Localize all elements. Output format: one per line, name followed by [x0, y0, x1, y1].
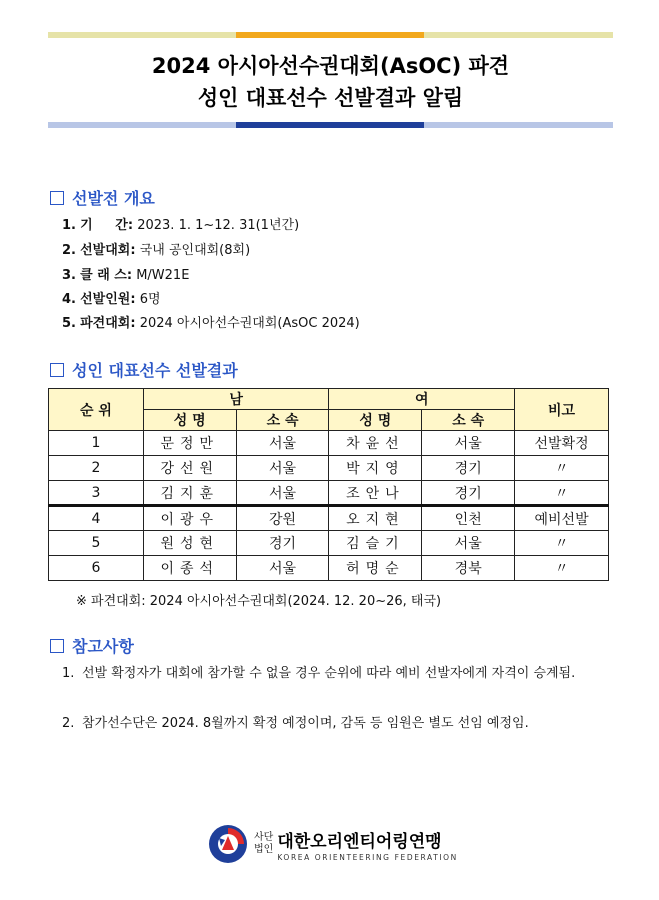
- header-male-name: 성 명: [143, 410, 236, 431]
- bottom-decor-accent: [236, 122, 424, 128]
- cell-female-affil: 경북: [422, 556, 515, 581]
- cell-male-affil: 강원: [236, 506, 329, 531]
- table-row: [49, 531, 609, 556]
- overview-item-num: 3.: [62, 268, 76, 283]
- reference-item: [62, 662, 614, 686]
- overview-item: [62, 239, 250, 258]
- square-bullet-icon: [50, 191, 64, 205]
- logo-org-name: 대한오리엔티어링연맹: [277, 831, 442, 852]
- overview-item: [62, 264, 189, 283]
- header-female-name: 성 명: [329, 410, 422, 431]
- bottom-decor-bar: [48, 122, 613, 128]
- cell-rank: 3: [49, 481, 144, 506]
- reference-heading: [48, 634, 134, 657]
- cell-female-affil: 서울: [422, 531, 515, 556]
- title-line-1: 2024 아시아선수권대회(AsOC) 파견: [151, 54, 510, 78]
- top-decor-bar: [48, 32, 613, 38]
- cell-female-affil: 경기: [422, 481, 515, 506]
- cell-female-affil: 경기: [422, 456, 515, 481]
- reference-item-text: 참가선수단은 2024. 8월까지 확정 예정이며, 감독 등 임원은 별도 선임 예정임.: [82, 716, 529, 731]
- cell-remark: 〃: [515, 531, 609, 556]
- reference-item-num: 1.: [62, 666, 75, 681]
- cell-female-name: 김슬기: [329, 531, 422, 556]
- cell-remark: 〃: [515, 556, 609, 581]
- header-female-affil: 소 속: [422, 410, 515, 431]
- overview-item-value: 2024 아시아선수권대회(AsOC 2024): [139, 316, 360, 331]
- cell-rank: 5: [49, 531, 144, 556]
- table-row: [49, 456, 609, 481]
- reference-item: [62, 712, 614, 736]
- reference-item-num: 2.: [62, 716, 75, 731]
- federation-emblem-icon: [208, 824, 248, 864]
- cell-male-affil: 서울: [236, 481, 329, 506]
- top-decor-accent: [236, 32, 424, 38]
- cell-male-name: 강선원: [143, 456, 236, 481]
- overview-heading: [48, 186, 155, 209]
- cell-male-affil: 서울: [236, 556, 329, 581]
- logo-prefix-2: 법인: [254, 844, 274, 855]
- overview-item-label: 기 간:: [80, 218, 134, 233]
- cell-male-name: 김지훈: [143, 481, 236, 506]
- logo-org-name-en: KOREA ORIENTEERING FEDERATION: [277, 852, 458, 862]
- table-row: [49, 506, 609, 531]
- cell-female-name: 조안나: [329, 481, 422, 506]
- overview-item-value: 2023. 1. 1~12. 31(1년간): [137, 218, 300, 233]
- federation-logo: [208, 824, 458, 864]
- cell-rank: 4: [49, 506, 144, 531]
- overview-item-num: 4.: [62, 292, 76, 307]
- cell-female-name: 허명순: [329, 556, 422, 581]
- title-line-2: 성인 대표선수 선발결과 알림: [197, 86, 464, 110]
- results-heading: [48, 358, 238, 381]
- overview-item-label: 선발인원:: [80, 292, 136, 307]
- cell-remark: 예비선발: [515, 506, 609, 531]
- overview-item: [62, 312, 360, 331]
- cell-male-name: 이광우: [143, 506, 236, 531]
- cell-female-affil: 서울: [422, 431, 515, 456]
- logo-prefix-1: 사단: [254, 832, 274, 843]
- overview-item-num: 5.: [62, 316, 76, 331]
- cell-rank: 1: [49, 431, 144, 456]
- table-row: [49, 431, 609, 456]
- cell-male-name: 이종석: [143, 556, 236, 581]
- results-note: ※ 파견대회: 2024 아시아선수권대회(2024. 12. 20~26, 태국): [76, 594, 442, 609]
- table-row: [49, 556, 609, 581]
- overview-item-label: 선발대회:: [80, 243, 136, 258]
- cell-remark: 선발확정: [515, 431, 609, 456]
- overview-item-value: 국내 공인대회(8회): [139, 243, 251, 258]
- overview-item: [62, 214, 299, 233]
- cell-female-affil: 인천: [422, 506, 515, 531]
- cell-female-name: 박지영: [329, 456, 422, 481]
- cell-remark: 〃: [515, 481, 609, 506]
- cell-female-name: 오지현: [329, 506, 422, 531]
- cell-rank: 2: [49, 456, 144, 481]
- overview-item-value: M/W21E: [136, 268, 190, 283]
- cell-rank: 6: [49, 556, 144, 581]
- overview-item-num: 1.: [62, 218, 76, 233]
- square-bullet-icon: [50, 363, 64, 377]
- cell-male-affil: 경기: [236, 531, 329, 556]
- header-rank: 순 위: [49, 389, 144, 431]
- logo-text-block: [277, 827, 458, 862]
- cell-male-affil: 서울: [236, 431, 329, 456]
- overview-heading-text: 선발전 개요: [72, 189, 155, 208]
- overview-item: [62, 288, 161, 307]
- table-header-row: [49, 389, 609, 410]
- header-male-affil: 소 속: [236, 410, 329, 431]
- cell-remark: 〃: [515, 456, 609, 481]
- overview-item-value: 6명: [139, 292, 161, 307]
- header-male: 남: [143, 389, 329, 410]
- reference-heading-text: 참고사항: [72, 637, 134, 656]
- overview-item-num: 2.: [62, 243, 76, 258]
- overview-item-label: 파견대회:: [80, 316, 136, 331]
- overview-item-label: 클 래 스:: [80, 268, 133, 283]
- cell-female-name: 차윤선: [329, 431, 422, 456]
- header-female: 여: [329, 389, 515, 410]
- square-bullet-icon: [50, 639, 64, 653]
- results-heading-text: 성인 대표선수 선발결과: [72, 361, 238, 380]
- cell-male-name: 문정만: [143, 431, 236, 456]
- logo-prefix: [254, 832, 273, 856]
- header-remark: 비고: [515, 389, 609, 431]
- table-row: [49, 481, 609, 506]
- cell-male-name: 원성현: [143, 531, 236, 556]
- reference-item-text: 선발 확정자가 대회에 참가할 수 없을 경우 순위에 따라 예비 선발자에게 자격이 승계됨.: [82, 666, 576, 681]
- results-table: [48, 388, 609, 581]
- cell-male-affil: 서울: [236, 456, 329, 481]
